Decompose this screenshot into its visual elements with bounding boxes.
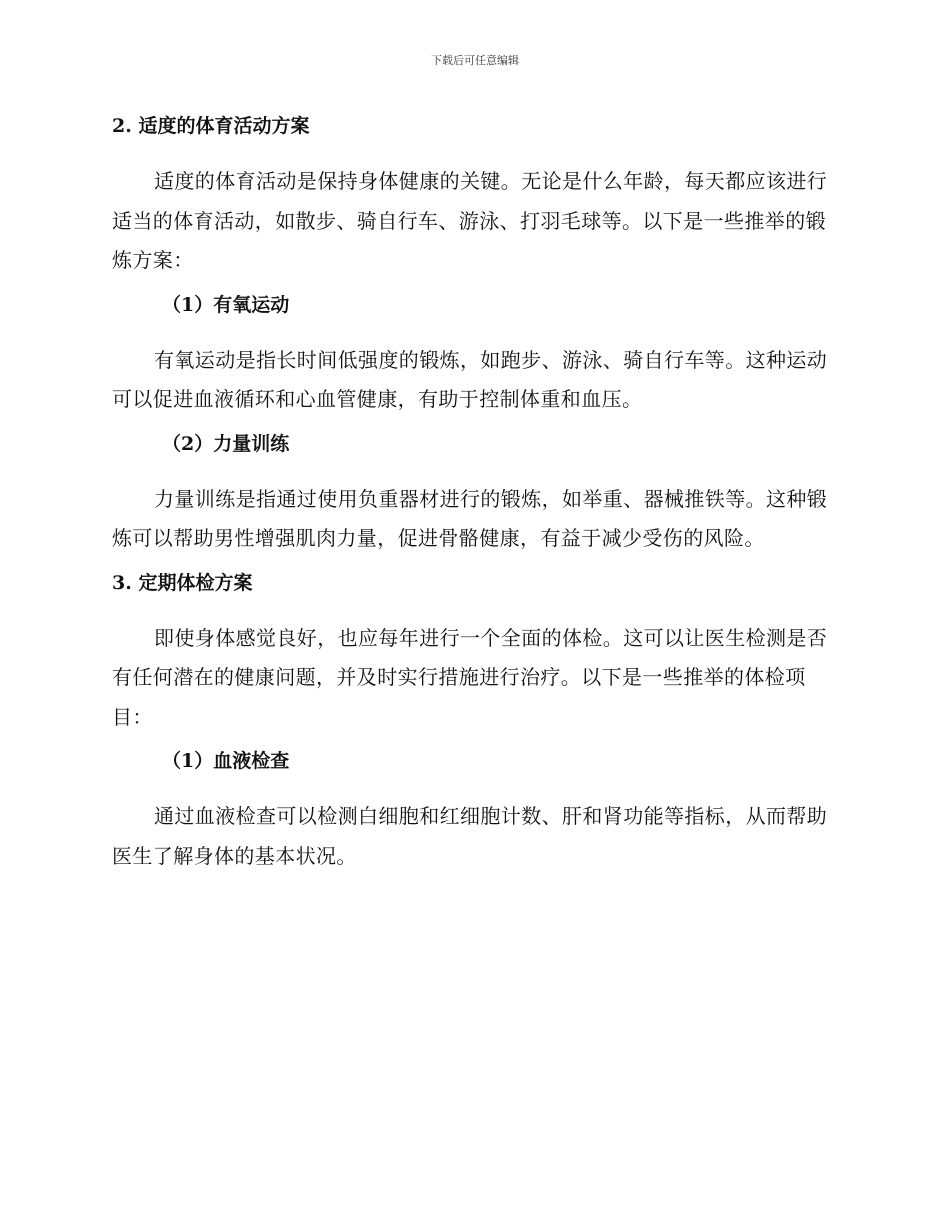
aerobic-exercise-text: 有氧运动是指长时间低强度的锻炼，如跑步、游泳、骑自行车等。这种运动可以促进血液循环和心血管健康，有助于控制体重和血压。 — [112, 347, 828, 411]
document-body — [112, 112, 832, 886]
blood-test-text: 通过血液检查可以检测白细胞和红细胞计数、肝和肾功能等指标，从而帮助医生了解身体的基本状况。 — [112, 804, 828, 868]
strength-training-heading: （2）力量训练 — [162, 432, 290, 455]
section-2-intro: 适度的体育活动是保持身体健康的关键。无论是什么年龄，每天都应该进行适当的体育活动，如散步、骑自行车、游泳、打羽毛球等。以下是一些推举的锻炼方案： — [112, 169, 828, 272]
section-3-intro: 即使身体感觉良好，也应每年进行一个全面的体检。这可以让医生检测是否有任何潜在的健康问题，并及时实行措施进行治疗。以下是一些推举的体检项目： — [112, 625, 828, 729]
section-2-heading: 2. 适度的体育活动方案 — [112, 115, 310, 137]
aerobic-exercise-heading: （1）有氧运动 — [162, 293, 290, 316]
page-header: 下载后可任意编辑 — [431, 54, 519, 67]
strength-training-text: 力量训练是指通过使用负重器材进行的锻炼，如举重、器械推铁等。这种锻炼可以帮助男性增强肌肉力量，促进骨骼健康，有益于减少受伤的风险。 — [112, 486, 828, 550]
blood-test-heading: （1）血液检查 — [162, 750, 290, 772]
section-3-heading: 3. 定期体检方案 — [112, 571, 253, 594]
